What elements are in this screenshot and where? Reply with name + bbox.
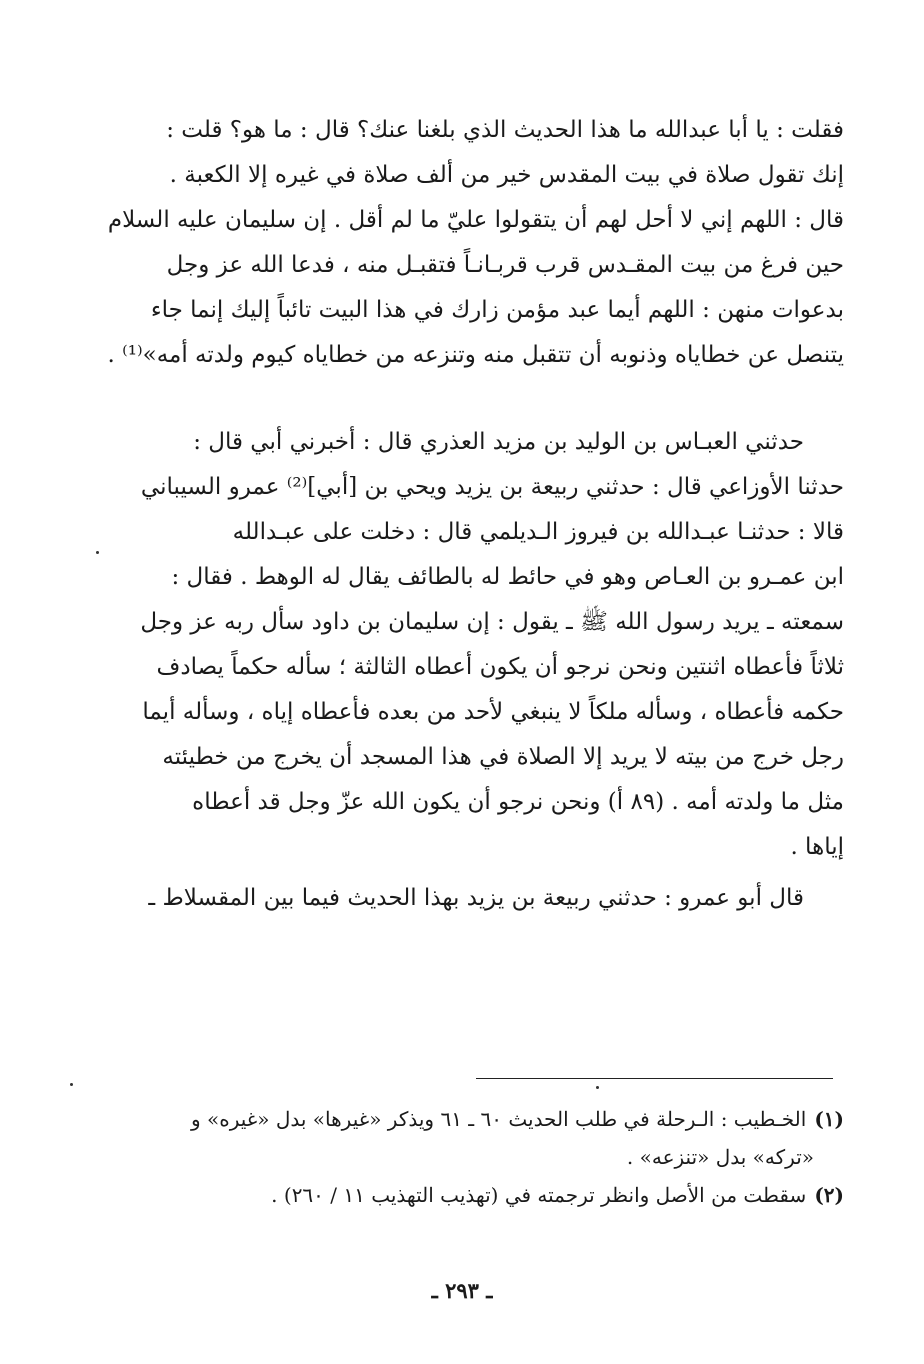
text-line: فقلت : يا أبا عبدالله ما هذا الحديث الذي بلغنا عنك؟ قال : ما هو؟ قلت : bbox=[166, 117, 844, 143]
footnote-number: (٢) bbox=[814, 1183, 844, 1207]
text-line: حدثنا الأوزاعي قال : حدثني ربيعة بن يزيد ويحي بن [أبي]⁽²⁾ عمرو السيباني bbox=[140, 474, 844, 500]
footnote-2 bbox=[128, 1176, 844, 1214]
text-line: بدعوات منهن : اللهم أيما عبد مؤمن زارك في هذا البيت تائباً إليك إنما جاء bbox=[150, 297, 844, 323]
footnote-number: (١) bbox=[814, 1107, 844, 1131]
text-line: ثلاثاً فأعطاه اثنتين ونحن نرجو أن يكون أعطاه الثالثة ؛ سأله حكماً يصادف bbox=[156, 654, 844, 680]
text-line: رجل خرج من بيته لا يريد إلا الصلاة في هذا المسجد أن يخرج من خطيئته bbox=[162, 744, 844, 770]
scan-speck bbox=[70, 1083, 73, 1086]
scan-speck bbox=[96, 551, 99, 554]
footnote-1-continuation: «تركه» بدل «تنزعه» . bbox=[626, 1145, 814, 1169]
text-line: قال أبو عمرو : حدثني ربيعة بن يزيد بهذا الحديث فيما بين المقسلاط ـ bbox=[148, 885, 804, 911]
text-line: حين فرغ من بيت المقـدس قرب قربـانـاً فتقبـل منه ، فدعا الله عز وجل bbox=[166, 252, 844, 278]
footnote-text: سقطت من الأصل وانظر ترجمته في (تهذيب التهذيب ١١ / ٢٦٠) . bbox=[271, 1183, 807, 1207]
footnote-divider bbox=[476, 1078, 833, 1079]
text-line: حدثني العبـاس بن الوليد بن مزيد العذري قال : أخبرني أبي قال : bbox=[193, 429, 804, 455]
text-line: مثل ما ولدته أمه . (٨٩ أ) ونحن نرجو أن يكون الله عزّ وجل قد أعطاه bbox=[192, 789, 844, 815]
text-line: قال : اللهم إني لا أحل لهم أن يتقولوا عليّ ما لم أقل . إن سليمان عليه السلام bbox=[107, 207, 844, 233]
text-line: إياها . bbox=[790, 834, 844, 860]
footnote-1 bbox=[128, 1100, 844, 1138]
text-line: سمعته ـ يريد رسول الله ﷺ ـ يقول : إن سليمان بن داود سأل ربه عز وجل bbox=[140, 609, 844, 635]
text-line: حكمه فأعطاه ، وسأله ملكاً لا ينبغي لأحد من بعده فأعطاه إياه ، وسأله أيما bbox=[142, 699, 844, 725]
text-line: قالا : حدثنـا عبـدالله بن فيروز الـديلمي قال : دخلت على عبـدالله bbox=[232, 519, 844, 545]
text-line: يتنصل عن خطاياه وذنوبه أن تتقبل منه وتنزعه من خطاياه كيوم ولدته أمه»⁽¹⁾ . bbox=[107, 342, 844, 368]
paragraph-2 bbox=[128, 420, 844, 870]
footnotes bbox=[128, 1100, 844, 1214]
paragraph-3 bbox=[128, 876, 844, 921]
text-line: ابن عمـرو بن العـاص وهو في حائط له بالطائف يقال له الوهط . فقال : bbox=[171, 564, 844, 590]
footnote-text: الخـطيب : الـرحلة في طلب الحديث ٦٠ ـ ٦١ ويذكر «غيرها» بدل «غيره» و bbox=[191, 1107, 807, 1131]
paragraph-1 bbox=[107, 108, 844, 378]
page-number: ـ ٢٩٣ ـ bbox=[431, 1278, 493, 1303]
text-line: إنك تقول صلاة في بيت المقدس خير من ألف صلاة في غيره إلا الكعبة . bbox=[169, 162, 844, 188]
scan-speck bbox=[596, 1086, 599, 1089]
